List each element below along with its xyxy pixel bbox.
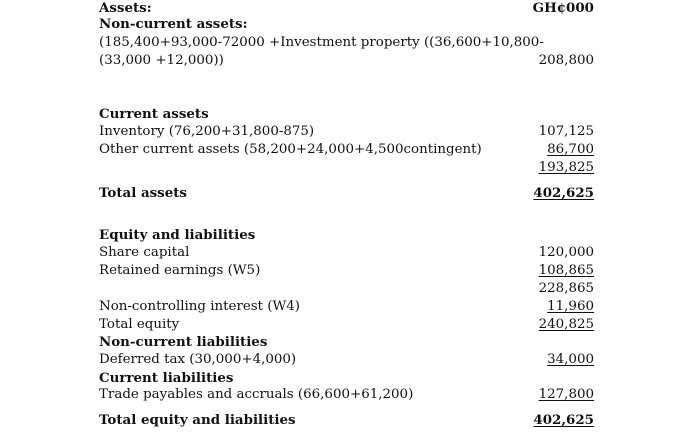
non-current-assets-heading: Non-current assets: [99, 16, 248, 32]
non-current-assets-desc-line2: (33,000 +12,000)) [99, 53, 224, 68]
total-equity-amount: 240,825 [538, 317, 594, 332]
share-capital-amount: 120,000 [538, 245, 594, 260]
share-capital-label: Share capital [99, 245, 190, 260]
trade-payables-label: Trade payables and accruals (66,600+61,200) [99, 387, 414, 402]
inventory-amount: 107,125 [538, 124, 594, 139]
current-liabilities-heading: Current liabilities [99, 370, 234, 386]
deferred-tax-label: Deferred tax (30,000+4,000) [99, 352, 297, 367]
deferred-tax-amount: 34,000 [547, 352, 594, 367]
currency-label: GH¢000 [532, 0, 594, 16]
total-equity-liabilities-amount: 402,625 [533, 412, 594, 428]
trade-payables-amount: 127,800 [538, 387, 594, 402]
total-assets-amount: 402,625 [533, 185, 594, 201]
total-assets-label: Total assets [99, 185, 187, 201]
current-assets-heading: Current assets [99, 106, 209, 122]
retained-earnings-amount: 108,865 [538, 263, 594, 278]
equity-liabilities-heading: Equity and liabilities [99, 227, 256, 243]
nci-label: Non-controlling interest (W4) [99, 299, 301, 314]
non-current-assets-amount: 208,800 [538, 53, 594, 68]
total-equity-liabilities-label: Total equity and liabilities [99, 412, 296, 428]
retained-earnings-label: Retained earnings (W5) [99, 263, 261, 278]
non-current-assets-desc-line1: (185,400+93,000-72000 +Investment property ((36,600+10,800- [99, 35, 544, 50]
current-assets-subtotal: 193,825 [538, 160, 594, 175]
total-equity-label: Total equity [99, 317, 180, 332]
equity-subtotal: 228,865 [538, 281, 594, 296]
non-current-liabilities-heading: Non-current liabilities [99, 334, 268, 350]
assets-heading: Assets: [99, 0, 152, 16]
nci-amount: 11,960 [547, 299, 594, 314]
inventory-label: Inventory (76,200+31,800-875) [99, 124, 315, 139]
other-current-assets-amount: 86,700 [547, 142, 594, 157]
other-current-assets-label: Other current assets (58,200+24,000+4,500contingent) [99, 142, 482, 157]
